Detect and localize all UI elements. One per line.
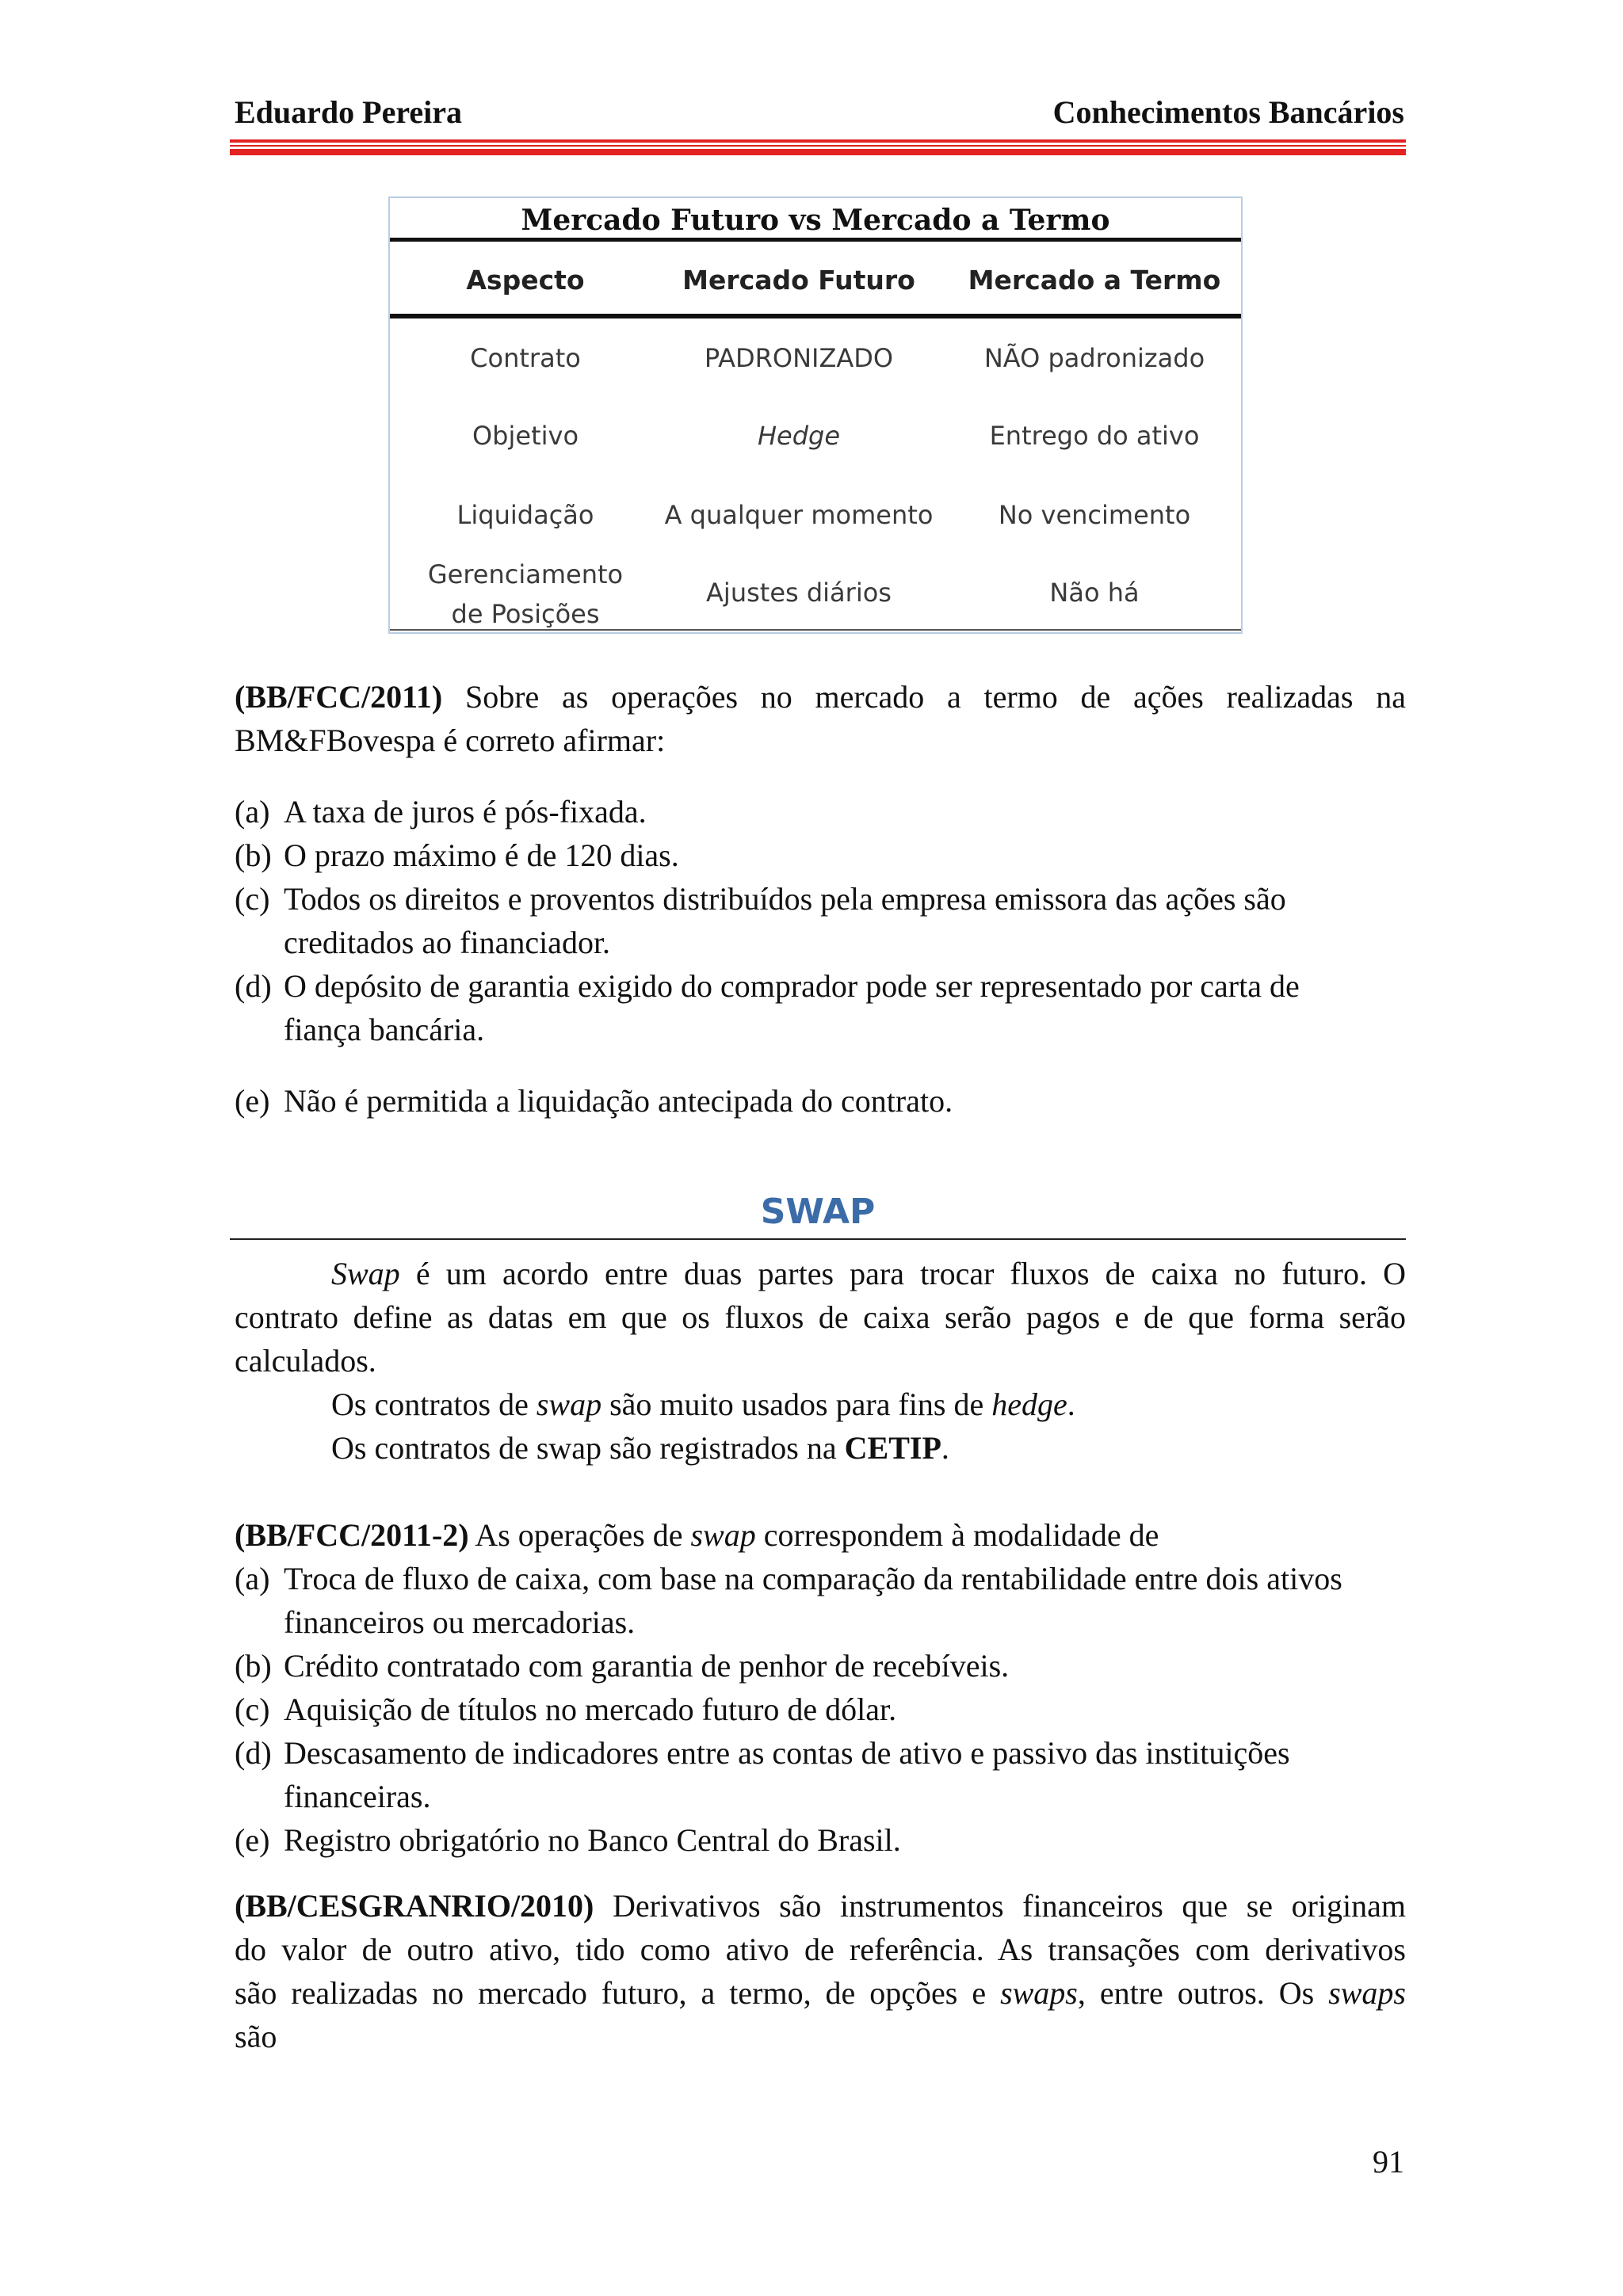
table-header-cell: Mercado a Termo (968, 265, 1221, 296)
q3-line2: do valor de outro ativo, tido como ativo de referência. As transações com derivativos (235, 1932, 1406, 1967)
table-cell: Contrato (470, 343, 581, 373)
q1-option-e: Não é permitida a liquidação antecipada do contrato. (284, 1083, 953, 1119)
q3-stem: Derivativos são instrumentos financeiros que se originam (612, 1888, 1406, 1924)
q2-stem (235, 1513, 1159, 1557)
text-run: swap (536, 1386, 602, 1422)
q3-line4: são (235, 2019, 277, 2054)
q3-line1 (235, 1884, 1406, 1928)
q1-option-b: O prazo máximo é de 120 dias. (284, 837, 679, 873)
q2-option-letter: (b) (235, 1648, 272, 1684)
table-rule (390, 314, 1241, 318)
q1-option-c: Todos os direitos e proventos distribuídos pela empresa emissora das ações são (284, 881, 1286, 917)
text-run: swap (690, 1517, 756, 1553)
text-run: , entre outros. Os (1077, 1975, 1329, 2011)
q2-option-c: Aquisição de títulos no mercado futuro de dólar. (284, 1691, 897, 1727)
swap-p1-line2: contrato define as datas em que os fluxos de caixa serão pagos e de que forma serão (235, 1299, 1406, 1335)
q1-option-letter: (d) (235, 968, 272, 1004)
q2-option-a: Troca de fluxo de caixa, com base na comparação da rentabilidade entre dois ativos (284, 1561, 1342, 1596)
table-cell-line: de Posições (451, 599, 600, 629)
q1-option-letter: (e) (235, 1083, 270, 1119)
q2-option-d-cont: financeiras. (284, 1779, 431, 1814)
table-cell: Liquidação (456, 500, 594, 530)
q3-source: (BB/CESGRANRIO/2010) (235, 1888, 594, 1924)
q1-option-a: A taxa de juros é pós-fixada. (284, 794, 647, 830)
q1-line1 (235, 675, 1406, 719)
q2-option-d: Descasamento de indicadores entre as contas de ativo e passivo das instituições (284, 1735, 1290, 1771)
swap-p3 (331, 1426, 949, 1470)
table-cell: A qualquer momento (664, 500, 934, 530)
swap-p1-line1 (331, 1252, 1406, 1295)
q2-option-letter: (d) (235, 1735, 272, 1771)
table-cell: Não há (1049, 578, 1140, 608)
q2-option-letter: (c) (235, 1691, 270, 1727)
section-rule (230, 1238, 1406, 1240)
text-run: CETIP (844, 1430, 941, 1466)
text-run: As operações de (468, 1517, 691, 1553)
swap-p1-line3: calculados. (235, 1343, 376, 1379)
text-run: são muito usados para fins de (601, 1386, 992, 1422)
header-subject: Conhecimentos Bancários (1052, 94, 1404, 130)
text-run: hedge (991, 1386, 1067, 1422)
page-number: 91 (1373, 2144, 1404, 2180)
q2-option-a-cont: financeiros ou mercadorias. (284, 1604, 636, 1640)
comparison-table (388, 196, 1243, 634)
header-rule (230, 145, 1406, 147)
table-cell: No vencimento (998, 500, 1191, 530)
header-rule (230, 139, 1406, 143)
q1-source: (BB/FCC/2011) (235, 679, 443, 715)
text-run: swaps (1000, 1975, 1078, 2011)
q2-option-letter: (e) (235, 1822, 270, 1858)
q1-stem: Sobre as operações no mercado a termo de ações realizadas na (464, 679, 1406, 715)
q1-option-c-cont: creditados ao financiador. (284, 925, 611, 960)
q1-option-d: O depósito de garantia exigido do comprador pode ser representado por carta de (284, 968, 1300, 1004)
q2-option-b: Crédito contratado com garantia de penhor de recebíveis. (284, 1648, 1010, 1684)
q3-line3 (235, 1971, 1406, 2015)
table-rule (390, 629, 1241, 631)
table-cell: PADRONIZADO (704, 343, 894, 373)
table-cell-line: Gerenciamento (427, 559, 624, 589)
text-run: Os contratos de (331, 1386, 537, 1422)
header-rule (230, 149, 1406, 155)
table-cell: NÃO padronizado (983, 343, 1205, 373)
text-run: . (941, 1430, 949, 1466)
q1-option-letter: (c) (235, 881, 270, 917)
q1-option-letter: (b) (235, 837, 272, 873)
text-run: Os contratos de swap são registrados na (331, 1430, 845, 1466)
q1-option-letter: (a) (235, 794, 270, 830)
q1-line2: BM&FBovespa é correto afirmar: (235, 723, 666, 758)
q1-option-d-cont: fiança bancária. (284, 1012, 485, 1047)
swap-term: Swap (331, 1256, 400, 1291)
text-run: swaps (1328, 1975, 1406, 2011)
table-cell: Hedge (757, 421, 841, 451)
header-author: Eduardo Pereira (235, 94, 463, 130)
text-run: são realizadas no mercado futuro, a termo, de opções e (235, 1975, 1001, 2011)
q2-source: (BB/FCC/2011-2) (235, 1517, 469, 1553)
table-header-cell: Mercado Futuro (682, 265, 915, 296)
table-rule (390, 238, 1241, 242)
text-run: correspondem à modalidade de (755, 1517, 1159, 1553)
table-header-cell: Aspecto (466, 265, 585, 296)
table-cell: Objetivo (472, 421, 579, 451)
table-title: Mercado Futuro vs Mercado a Termo (521, 204, 1110, 237)
table-cell: Ajustes diários (706, 578, 892, 608)
table-cell: Entrego do ativo (989, 421, 1200, 451)
text-run: . (1067, 1386, 1075, 1422)
section-title: SWAP (760, 1192, 876, 1232)
swap-p1-text: é um acordo entre duas partes para trocar fluxos de caixa no futuro. O (415, 1256, 1407, 1291)
table-cell (422, 555, 629, 634)
swap-p2 (331, 1383, 1075, 1426)
q2-option-e: Registro obrigatório no Banco Central do Brasil. (284, 1822, 901, 1858)
q2-option-letter: (a) (235, 1561, 270, 1596)
